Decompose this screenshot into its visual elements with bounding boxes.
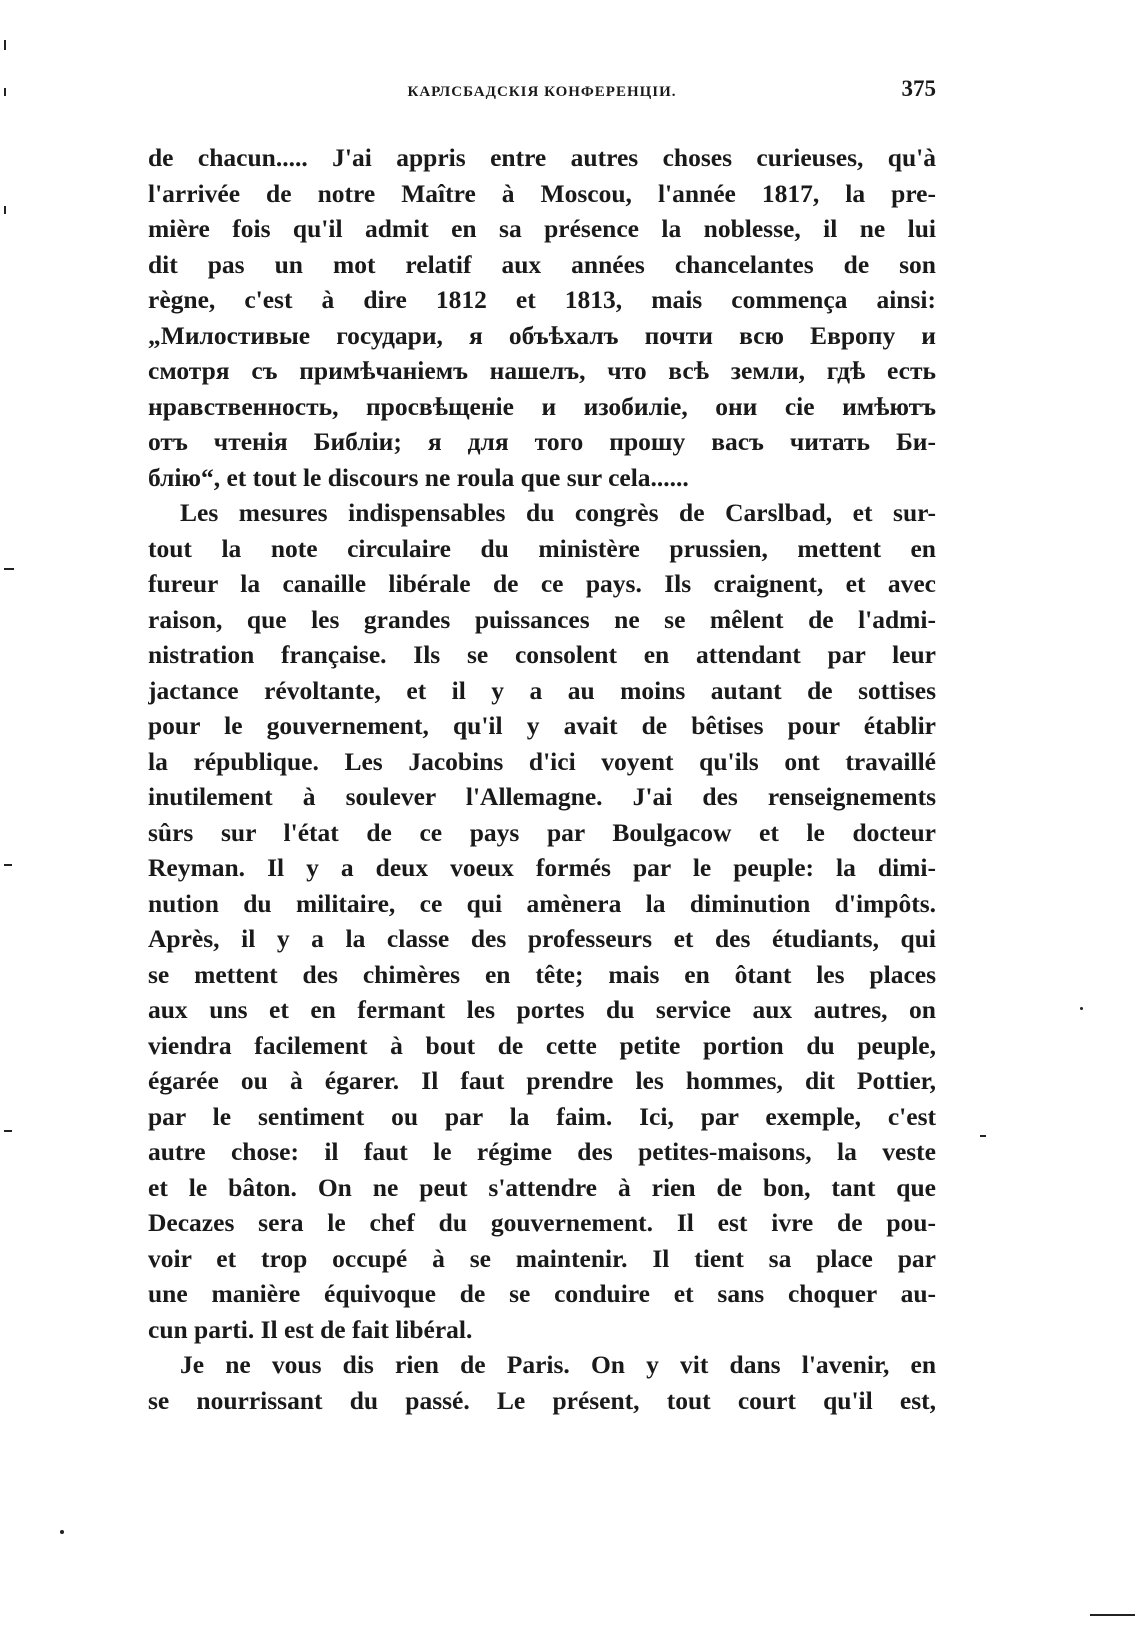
text-line: règne, c'est à dire 1812 et 1813, mais commença ainsi: — [148, 285, 936, 314]
margin-mark — [1090, 1614, 1135, 1616]
text-line: aux uns et en fermant les portes du service aux autres, on — [148, 995, 936, 1024]
text-line: de chacun..... J'ai appris entre autres choses curieuses, qu'à — [148, 143, 936, 172]
margin-mark — [1080, 1007, 1083, 1010]
text-line: Decazes sera le chef du gouvernement. Il est ivre de pou- — [148, 1208, 936, 1237]
text-line: mière fois qu'il admit en sa présence la noblesse, il ne lui — [148, 214, 936, 243]
margin-mark — [4, 864, 12, 866]
margin-mark — [980, 1135, 986, 1137]
margin-mark — [4, 206, 6, 214]
text-line: нравственность, просвѣщеніе и изобиліе, они сіе имѣютъ — [148, 391, 936, 421]
text-line: tout la note circulaire du ministère prussien, mettent en — [148, 533, 936, 563]
text-line: par le sentiment ou par la faim. Ici, par exemple, c'est — [148, 1101, 936, 1131]
text-line: sûrs sur l'état de ce pays par Boulgacow et le docteur — [148, 817, 936, 847]
text-line: Reyman. Il y a deux voeux formés par le peuple: la dimi- — [148, 853, 936, 882]
text-line: l'arrivée de notre Maître à Moscou, l'année 1817, la pre- — [148, 178, 936, 208]
text-line: inutilement à soulever l'Allemagne. J'ai des renseignements — [148, 782, 936, 811]
paragraph-start-line: Les mesures indispensables du congrès de Carslbad, et sur- — [180, 498, 936, 527]
text-line: et le bâton. On ne peut s'attendre à rien de bon, tant que — [148, 1172, 936, 1202]
margin-mark — [4, 88, 6, 96]
text-line: égarée ou à égarer. Il faut prendre les hommes, dit Pottier, — [148, 1066, 936, 1095]
text-line: jactance révoltante, et il y a au moins autant de sottises — [148, 675, 936, 705]
margin-mark — [4, 568, 14, 570]
text-line: „Милостивые государи, я объѣхалъ почти всю Европу и — [148, 320, 936, 350]
text-line: cun parti. Il est de fait libéral. — [148, 1314, 473, 1344]
text-line: pour le gouvernement, qu'il y avait de bêtises pour établir — [148, 711, 936, 740]
text-line: se nourrissant du passé. Le présent, tout court qu'il est, — [148, 1385, 936, 1415]
page-number: 375 — [901, 76, 936, 101]
margin-mark — [60, 1530, 64, 1534]
text-line: блію“, et tout le discours ne roula que sur cela...... — [148, 462, 689, 492]
text-line: voir et trop occupé à se maintenir. Il tient sa place par — [148, 1243, 936, 1273]
body-text — [148, 140, 936, 1418]
text-line: Après, il y a la classe des professeurs et des étudiants, qui — [148, 924, 936, 953]
text-line: смотря съ примѣчаніемъ нашелъ, что всѣ земли, гдѣ есть — [148, 356, 936, 385]
margin-mark — [4, 1130, 12, 1132]
margin-mark — [4, 40, 6, 50]
page-header — [148, 76, 936, 106]
text-line: autre chose: il faut le régime des petites-maisons, la veste — [148, 1137, 936, 1166]
text-line: une manière équivoque de se conduire et sans choquer au- — [148, 1279, 936, 1308]
running-title: КАРЛСБАДСКІЯ КОНФЕРЕНЦІИ. — [407, 84, 677, 100]
text-line: dit pas un mot relatif aux années chancelantes de son — [148, 249, 936, 279]
text-line: nution du militaire, ce qui amènera la diminution d'impôts. — [148, 888, 936, 918]
text-line: viendra facilement à bout de cette petite portion du peuple, — [148, 1030, 936, 1060]
paragraph-start-line: Je ne vous dis rien de Paris. On y vit dans l'avenir, en — [180, 1350, 936, 1379]
text-line: se mettent des chimères en tête; mais en ôtant les places — [148, 959, 936, 989]
text-line: fureur la canaille libérale de ce pays. Ils craignent, et avec — [148, 569, 936, 598]
text-line: raison, que les grandes puissances ne se mêlent de l'admi- — [148, 604, 936, 634]
text-line: nistration française. Ils se consolent en attendant par leur — [148, 640, 936, 669]
text-line: la république. Les Jacobins d'ici voyent qu'ils ont travaillé — [148, 746, 936, 776]
text-line: отъ чтенія Библіи; я для того прошу васъ читать Би- — [148, 427, 936, 456]
